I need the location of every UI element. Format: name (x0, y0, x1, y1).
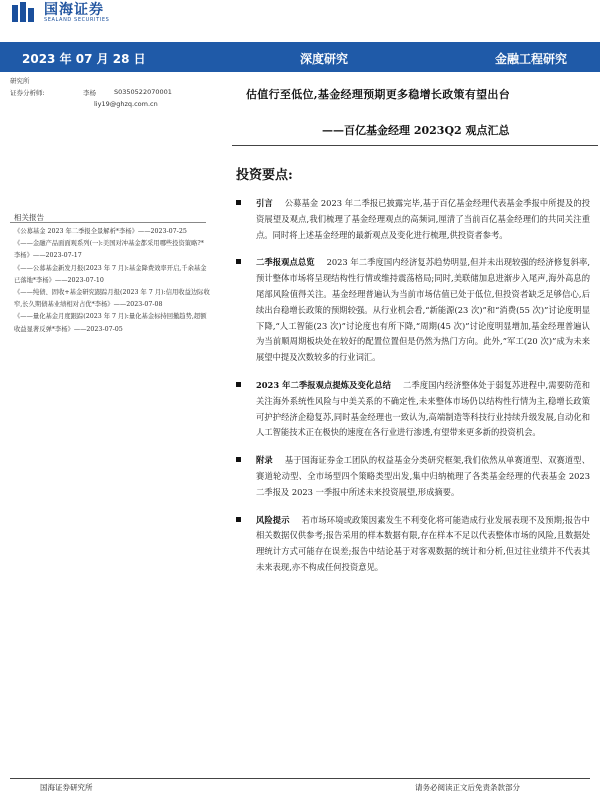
section-summary (238, 378, 590, 441)
logo-icon (12, 2, 40, 24)
cert-number: S0350522070001 (114, 88, 172, 96)
section-label: 附录 (256, 455, 273, 466)
section-appendix (238, 453, 590, 500)
report-date: 2023 年 07 月 28 日 (22, 52, 146, 66)
bullet-icon (236, 457, 241, 462)
section-intro (238, 196, 590, 243)
section-label: 引言 (256, 198, 273, 208)
report-category: 金融工程研究 (495, 52, 568, 66)
related-report-item[interactable]: 《——金融产品面面观系列(一):美国对冲基金都采用哪些投资策略?*李杨》——2023-07-17 (14, 240, 204, 260)
key-points-heading: 投资要点: (236, 168, 293, 183)
key-points-body (238, 196, 590, 588)
bullet-icon (236, 517, 241, 522)
analyst-name: 李杨 (83, 89, 96, 97)
page-subtitle: ——百亿基金经理 2023Q2 观点汇总 (322, 124, 510, 137)
section-text: 基于国海证券金工团队的权益基金分类研究框架,我们依然从单赛道型、双赛道型、赛道轮动型、全市场型四个策略类型出发,集中归纳梳理了各类基金经理的代表基金 2023 二季报及 2023 一季报中所述未来投资展望,形成摘要。 (256, 455, 590, 497)
section-text: 公募基金 2023 年二季报已披露完毕,基于百亿基金经理代表基金季报中所提及的投资展望及观点,我们梳理了基金经理观点的高频词,厘清了当前百亿基金经理们的共同关注重点。同时将上述基金经理的最新观点及变化进行梳理,供投资者参考。 (256, 198, 590, 240)
section-label: 风险提示 (256, 514, 290, 525)
header-banner (0, 42, 600, 72)
institute-label: 研究所 (10, 77, 30, 85)
related-report-item[interactable]: 《——量化基金月度跟踪(2023 年 7 月):量化基金标持回撤趋势,超额收益显著反弹*李杨》——2023-07-05 (14, 313, 207, 333)
section-text: 二季度国内经济整体处于弱复苏进程中,需要防范和关注海外系统性风险与中美关系的不确定性,未来整体市场仍以结构性行情为主,稳增长政策可护护经济企稳复苏,同时基金经理也一致认为,高端制造等科技行业持续升级发展,自动化和人工智能技术正在极快的速度在各行业进行渗透,有望带来更多新的投资机会。 (256, 379, 591, 438)
section-text: 若市场环境或政策因素发生不利变化将可能造成行业发展表现不及预期;报告中相关数据仅供参考;报告采用的样本数据有限,存在样本不足以代表整体市场的风险,且数据处理统计方式可能存在误差;报告中结论基于对客观数据的统计和分析,但过往业绩并不代表其未来表现,亦不构成任何投资意见。 (256, 514, 590, 572)
related-report-item[interactable]: 《——纯债、固收+基金研究跟踪月报(2023 年 7 月):信用收益边际收窄,长久期债基业绩相对占优*李杨》——2023-07-08 (14, 289, 210, 309)
brand-logo (12, 0, 109, 26)
bullet-icon (236, 259, 241, 264)
brand-name-cn: 国海证券 (44, 1, 104, 18)
footer-divider (10, 778, 590, 779)
report-type: 深度研究 (300, 52, 349, 66)
section-text: 2023 年二季度国内经济复苏趋势明显,但并未出现较强的经济修复斜率,预计整体市场将呈现结构性行情或维持震荡格局;同时,美联储加息进渐步入尾声,海外高息的尾部风险值得关注。基金经理普遍认为当前市场估值已处于低位,但投资者缺乏足够信心,后续出台稳增长政策的预期较强。从行业机会看,“新能源(23 次)”和“消费(55 次)”讨论度明显下降,“人工智能(23 次)”讨论度也有所下降,“周期(45 次)”讨论度明显增加,基金经理普遍认为当前顺周期板块处在较好的配置位置但是仍然为热门方向。此外,”军工(20 次)”成为未来展望中提及次数较多的行业词汇。 (256, 257, 590, 363)
bullet-icon (236, 200, 241, 205)
page-title: 估值行至低位,基金经理预期更多稳增长政策有望出台 (246, 88, 511, 101)
section-risk (238, 513, 590, 576)
related-reports-heading: 相关报告 (14, 213, 44, 222)
section-label: 2023 年二季报观点提炼及变化总结 (256, 379, 392, 390)
section-overview (238, 255, 590, 366)
footer-institute: 国海证券研究所 (40, 783, 93, 792)
related-report-item[interactable]: 《公募基金 2023 年二季报全景解析*李杨》——2023-07-25 (14, 228, 187, 235)
footer-disclaimer: 请务必阅读正文后免责条款部分 (415, 783, 520, 792)
analyst-email[interactable]: liy19@ghzq.com.cn (94, 100, 158, 108)
related-divider (10, 222, 206, 223)
title-divider (232, 145, 598, 146)
related-reports-list (14, 226, 210, 336)
brand-name-en: SEALAND SECURITIES (44, 16, 110, 23)
bullet-icon (236, 382, 241, 387)
related-report-item[interactable]: 《——公募基金新发月报(2023 年 7 月):基金降费效率开启,千余基金已落地*李杨》——2023-07-10 (14, 264, 207, 284)
analyst-label: 证券分析师: (10, 89, 45, 97)
section-label: 二季报观点总览 (256, 257, 315, 268)
